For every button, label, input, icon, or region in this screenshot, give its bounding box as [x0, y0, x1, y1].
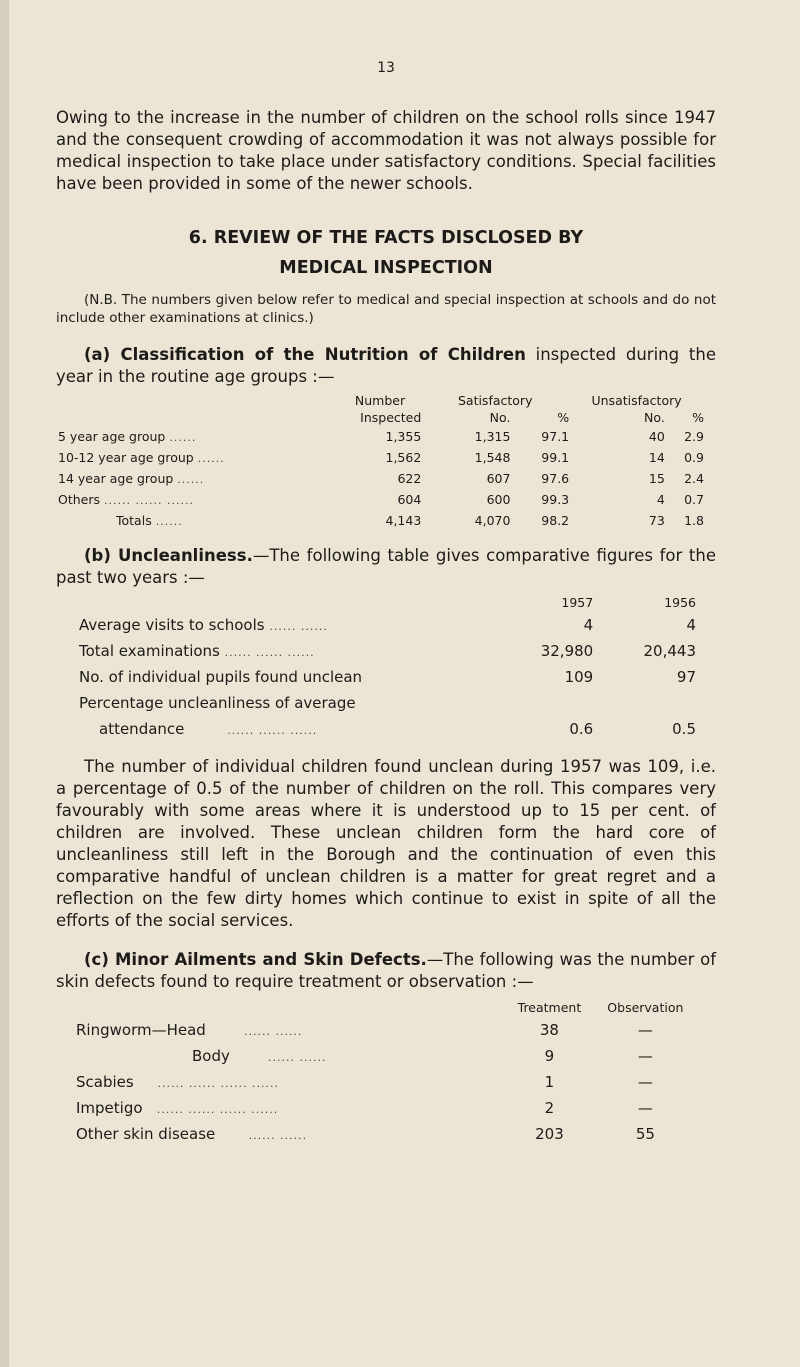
row-label: Average visits to schools	[79, 616, 265, 634]
skin-header-row	[56, 997, 696, 1017]
cell-observation: 55	[635, 1125, 655, 1143]
intro-paragraph: Owing to the increase in the number of children on the school rolls since 1947 and the consequent crowding of accommodation it was not always possible for medical inspection to take place under satisfactory conditions. Special facilities have been provided in some of the newer schools.	[56, 108, 716, 193]
totals-label: Totals	[116, 513, 152, 528]
col-header-sat-pct: %	[557, 410, 570, 425]
leader-dots: ......	[155, 515, 183, 528]
cell-sat-no: 600	[486, 492, 511, 507]
cell-sat-no: 607	[486, 471, 511, 486]
cell-unsat-pct: 0.9	[684, 450, 704, 465]
cell-sat-pct: 99.1	[541, 450, 570, 465]
cell-unsat-no: 4	[656, 492, 665, 507]
uncleanliness-label: (b) Uncleanliness.	[84, 546, 253, 565]
nutrition-label: (a) Classification of the Nutrition of Children	[84, 345, 526, 364]
cell-inspected: 1,355	[385, 429, 422, 444]
section-heading	[56, 223, 716, 283]
cell-observation: —	[637, 1021, 653, 1039]
col-header-unsat-no: No.	[644, 410, 665, 425]
row-label: No. of individual pupils found unclean	[79, 668, 363, 686]
table-row	[56, 638, 696, 664]
col-header-satisfactory: Satisfactory	[457, 393, 533, 408]
table-row	[56, 1069, 696, 1095]
uncleanliness-intro	[56, 545, 716, 589]
cell-unsat-no: 73	[648, 513, 665, 528]
cell-inspected: 604	[397, 492, 422, 507]
cell-treatment: 38	[539, 1021, 559, 1039]
cell-1956: 0.5	[672, 720, 696, 738]
nutrition-header-row-1	[56, 392, 704, 409]
leader-dots: ......	[177, 473, 205, 486]
leader-dots: ...... ......	[243, 1025, 303, 1038]
document-page	[56, 0, 716, 1147]
col-header-number: Number	[354, 393, 406, 408]
cell-sat-pct: 98.2	[541, 513, 570, 528]
cell-unsat-pct: 1.8	[684, 513, 704, 528]
row-label-pct-line-1: Percentage uncleanliness of average	[79, 694, 356, 712]
cell-inspected: 622	[397, 471, 422, 486]
leader-dots: ......	[197, 452, 225, 465]
cell-sat-no: 1,548	[474, 450, 511, 465]
cell-observation: —	[637, 1073, 653, 1091]
leader-dots: ...... ......	[248, 1129, 308, 1142]
cell-treatment: 203	[535, 1125, 564, 1143]
page-edge-shadow	[0, 0, 9, 1367]
skin-intro-text: —The following was the number of skin defects found to require treatment or observation :—	[56, 950, 716, 991]
table-row	[56, 1095, 696, 1121]
row-label: 5 year age group	[58, 429, 166, 444]
col-header-observation: Observation	[607, 999, 684, 1015]
nutrition-header-row-2	[56, 409, 704, 426]
row-label: Scabies	[76, 1073, 134, 1091]
table-row	[56, 1121, 696, 1147]
table-row	[56, 468, 704, 489]
cell-unsat-pct: 0.7	[684, 492, 704, 507]
row-label: Impetigo	[76, 1099, 143, 1117]
uncleanliness-header-row	[56, 592, 696, 612]
cell-sat-pct: 97.6	[541, 471, 570, 486]
col-header-1956: 1956	[664, 594, 696, 610]
table-row	[56, 447, 704, 468]
col-header-unsatisfactory: Unsatisfactory	[591, 393, 682, 408]
row-label-pct-line-2: attendance	[99, 720, 185, 738]
col-header-sat-no: No.	[489, 410, 511, 425]
page-number: 13	[377, 60, 395, 76]
cell-inspected: 1,562	[385, 450, 422, 465]
nutrition-table	[56, 392, 704, 531]
table-row	[56, 1017, 696, 1043]
section-heading-line-1: 6. REVIEW OF THE FACTS DISCLOSED BY	[188, 228, 584, 248]
leader-dots: ......	[169, 431, 197, 444]
cell-inspected: 4,143	[385, 513, 422, 528]
col-header-inspected: Inspected	[360, 410, 422, 425]
skin-intro	[56, 949, 716, 993]
skin-table	[56, 997, 696, 1147]
cell-1956: 20,443	[643, 642, 696, 660]
row-label: 10-12 year age group	[58, 450, 194, 465]
section-note: (N.B. The numbers given below refer to medical and special inspection at schools and do not include other examinations at clinics.)	[56, 292, 716, 326]
cell-1957: 0.6	[569, 720, 594, 738]
cell-unsat-no: 14	[648, 450, 665, 465]
cell-observation: —	[637, 1099, 653, 1117]
cell-1956: 4	[686, 616, 696, 634]
uncleanliness-table	[56, 592, 696, 742]
table-row	[56, 690, 696, 716]
leader-dots: ...... ......	[269, 620, 328, 633]
skin-label: (c) Minor Ailments and Skin Defects.	[84, 950, 427, 969]
cell-treatment: 2	[544, 1099, 555, 1117]
table-row	[56, 1043, 696, 1069]
leader-dots: ...... ...... ...... ......	[157, 1077, 279, 1090]
cell-treatment: 1	[544, 1073, 555, 1091]
cell-sat-pct: 97.1	[541, 429, 570, 444]
leader-dots: ...... ...... ...... ......	[156, 1103, 279, 1116]
row-label: Ringworm—Head	[76, 1021, 206, 1039]
table-row	[56, 612, 696, 638]
table-row	[56, 716, 696, 742]
nutrition-intro-text: inspected during the year in the routine age groups :—	[56, 345, 716, 386]
table-row	[56, 489, 704, 510]
row-label: Other skin disease	[76, 1125, 216, 1143]
col-header-treatment: Treatment	[517, 999, 582, 1015]
cell-sat-no: 4,070	[474, 513, 511, 528]
cell-unsat-no: 40	[648, 429, 665, 444]
col-header-1957: 1957	[561, 594, 594, 610]
leader-dots: ...... ......	[268, 1051, 327, 1064]
cell-treatment: 9	[544, 1047, 555, 1065]
cell-1957: 109	[564, 668, 594, 686]
table-row	[56, 426, 704, 447]
uncleanliness-intro-text: —The following table gives comparative figures for the past two years :—	[56, 546, 716, 587]
row-label: Body	[192, 1047, 230, 1065]
totals-row	[56, 510, 704, 531]
cell-observation: —	[637, 1047, 653, 1065]
cell-unsat-pct: 2.9	[684, 429, 704, 444]
leader-dots: ...... ...... ......	[224, 646, 315, 659]
table-row	[56, 664, 696, 690]
col-header-unsat-pct: %	[692, 410, 704, 425]
uncleanliness-paragraph: The number of individual children found unclean during 1957 was 109, i.e. a percentage of 0.5 of the number of children on the roll. This compares very favourably with some areas where it is understood up to 15 per cent. of children are involved. These unclean children form the hard core of uncleanliness still left in the Borough and the continuation of even this comparative handful of unclean children is a matter for great regret and a reflection on the few dirty homes which continue to exist in spite of all the efforts of the social services.	[56, 757, 716, 930]
cell-1957: 4	[583, 616, 594, 634]
row-label: 14 year age group	[58, 471, 174, 486]
cell-unsat-pct: 2.4	[684, 471, 704, 486]
leader-dots: ...... ...... ......	[227, 724, 318, 737]
cell-1956: 97	[676, 668, 696, 686]
cell-sat-no: 1,315	[474, 429, 511, 444]
cell-1957: 32,980	[540, 642, 594, 660]
leader-dots: ...... ...... ......	[104, 494, 194, 507]
row-label: Others	[58, 492, 101, 507]
cell-sat-pct: 99.3	[541, 492, 570, 507]
cell-unsat-no: 15	[648, 471, 665, 486]
row-label: Total examinations	[79, 642, 220, 660]
section-heading-line-2: MEDICAL INSPECTION	[279, 258, 493, 278]
nutrition-intro	[56, 344, 716, 388]
